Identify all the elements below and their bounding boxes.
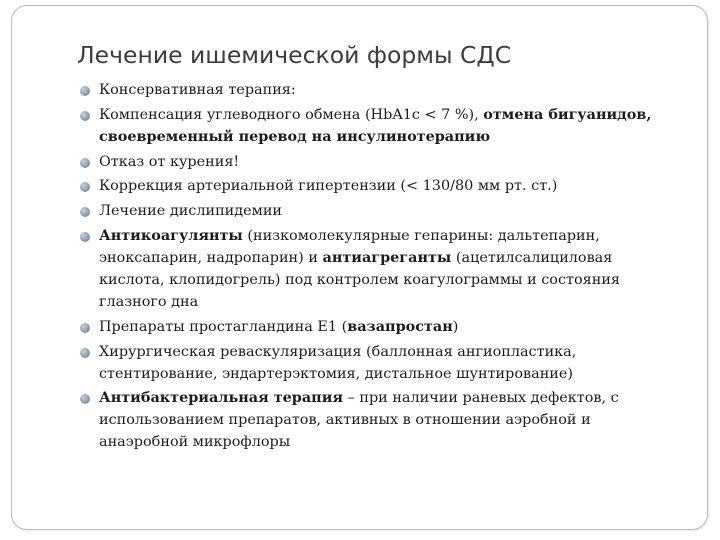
bullet-text-bold: Антибактериальная терапия	[99, 389, 344, 407]
bullet-dot-icon	[80, 232, 90, 242]
bullet-item	[80, 316, 680, 338]
bullet-dot-icon	[80, 86, 90, 96]
bullet-item	[80, 387, 680, 453]
bullet-item	[80, 104, 680, 148]
bullet-text	[99, 154, 239, 170]
bullet-text	[99, 107, 651, 145]
bullet-text-part: (низкомолекулярные гепарины: дальтепарин, эноксапарин, надропарин) и	[99, 227, 600, 266]
bullet-text-part: Консервативная терапия:	[99, 82, 296, 98]
bullet-dot-icon	[80, 207, 90, 217]
bullet-item	[80, 151, 680, 173]
slide-title: Лечение ишемической формы СДС	[77, 41, 512, 69]
bullet-text-part: – при наличии раневых дефектов, с использованием препаратов, активных в отношении аэробной и анаэробной микрофлоры	[99, 390, 619, 451]
bullet-dot-icon	[80, 182, 90, 192]
bullet-dot-icon	[80, 323, 90, 333]
bullet-text-part: Компенсация углеводного обмена (HbA1c < 7 %),	[99, 106, 484, 123]
bullet-text-part: Коррекция артериальной гипертензии (< 130/80 мм рт. ст.)	[99, 178, 558, 195]
bullet-text	[99, 178, 557, 194]
bullet-text-part: Хирургическая реваскуляризация (баллонная ангиопластика, стентирование, эндартерэктомия, дистальное шунтирование)	[99, 343, 577, 382]
bullet-text-bold: вазапростан	[347, 317, 453, 335]
bullet-dot-icon	[80, 158, 90, 168]
bullet-item	[80, 79, 680, 101]
bullet-dot-icon	[80, 111, 90, 121]
bullet-text-bold: отмена бигуанидов, своевременный перевод на инсулинотерапию	[99, 105, 652, 145]
bullet-text-part: Отказ от курения!	[99, 153, 240, 170]
bullet-text-part: )	[452, 318, 459, 335]
bullet-item	[80, 341, 680, 385]
bullet-list	[80, 79, 680, 456]
bullet-dot-icon	[80, 348, 90, 358]
bullet-dot-icon	[80, 394, 90, 404]
bullet-text	[99, 82, 296, 98]
bullet-text-part: (ацетилсалициловая кислота, клопидогрель) под контролем коагулограммы и состояния глазного дна	[99, 249, 620, 310]
bullet-item	[80, 200, 680, 222]
bullet-text-bold: Антикоагулянты	[99, 226, 243, 244]
bullet-text	[99, 344, 576, 382]
bullet-item	[80, 225, 680, 313]
bullet-text-part: Лечение дислипидемии	[99, 203, 283, 220]
bullet-item	[80, 175, 680, 197]
bullet-text	[99, 203, 282, 219]
bullet-text-part: Препараты простагландина Е1 (	[99, 318, 348, 335]
bullet-text	[99, 390, 619, 450]
bullet-text-bold: антиагреганты	[322, 248, 452, 266]
bullet-text	[99, 319, 458, 335]
bullet-text	[99, 228, 620, 310]
